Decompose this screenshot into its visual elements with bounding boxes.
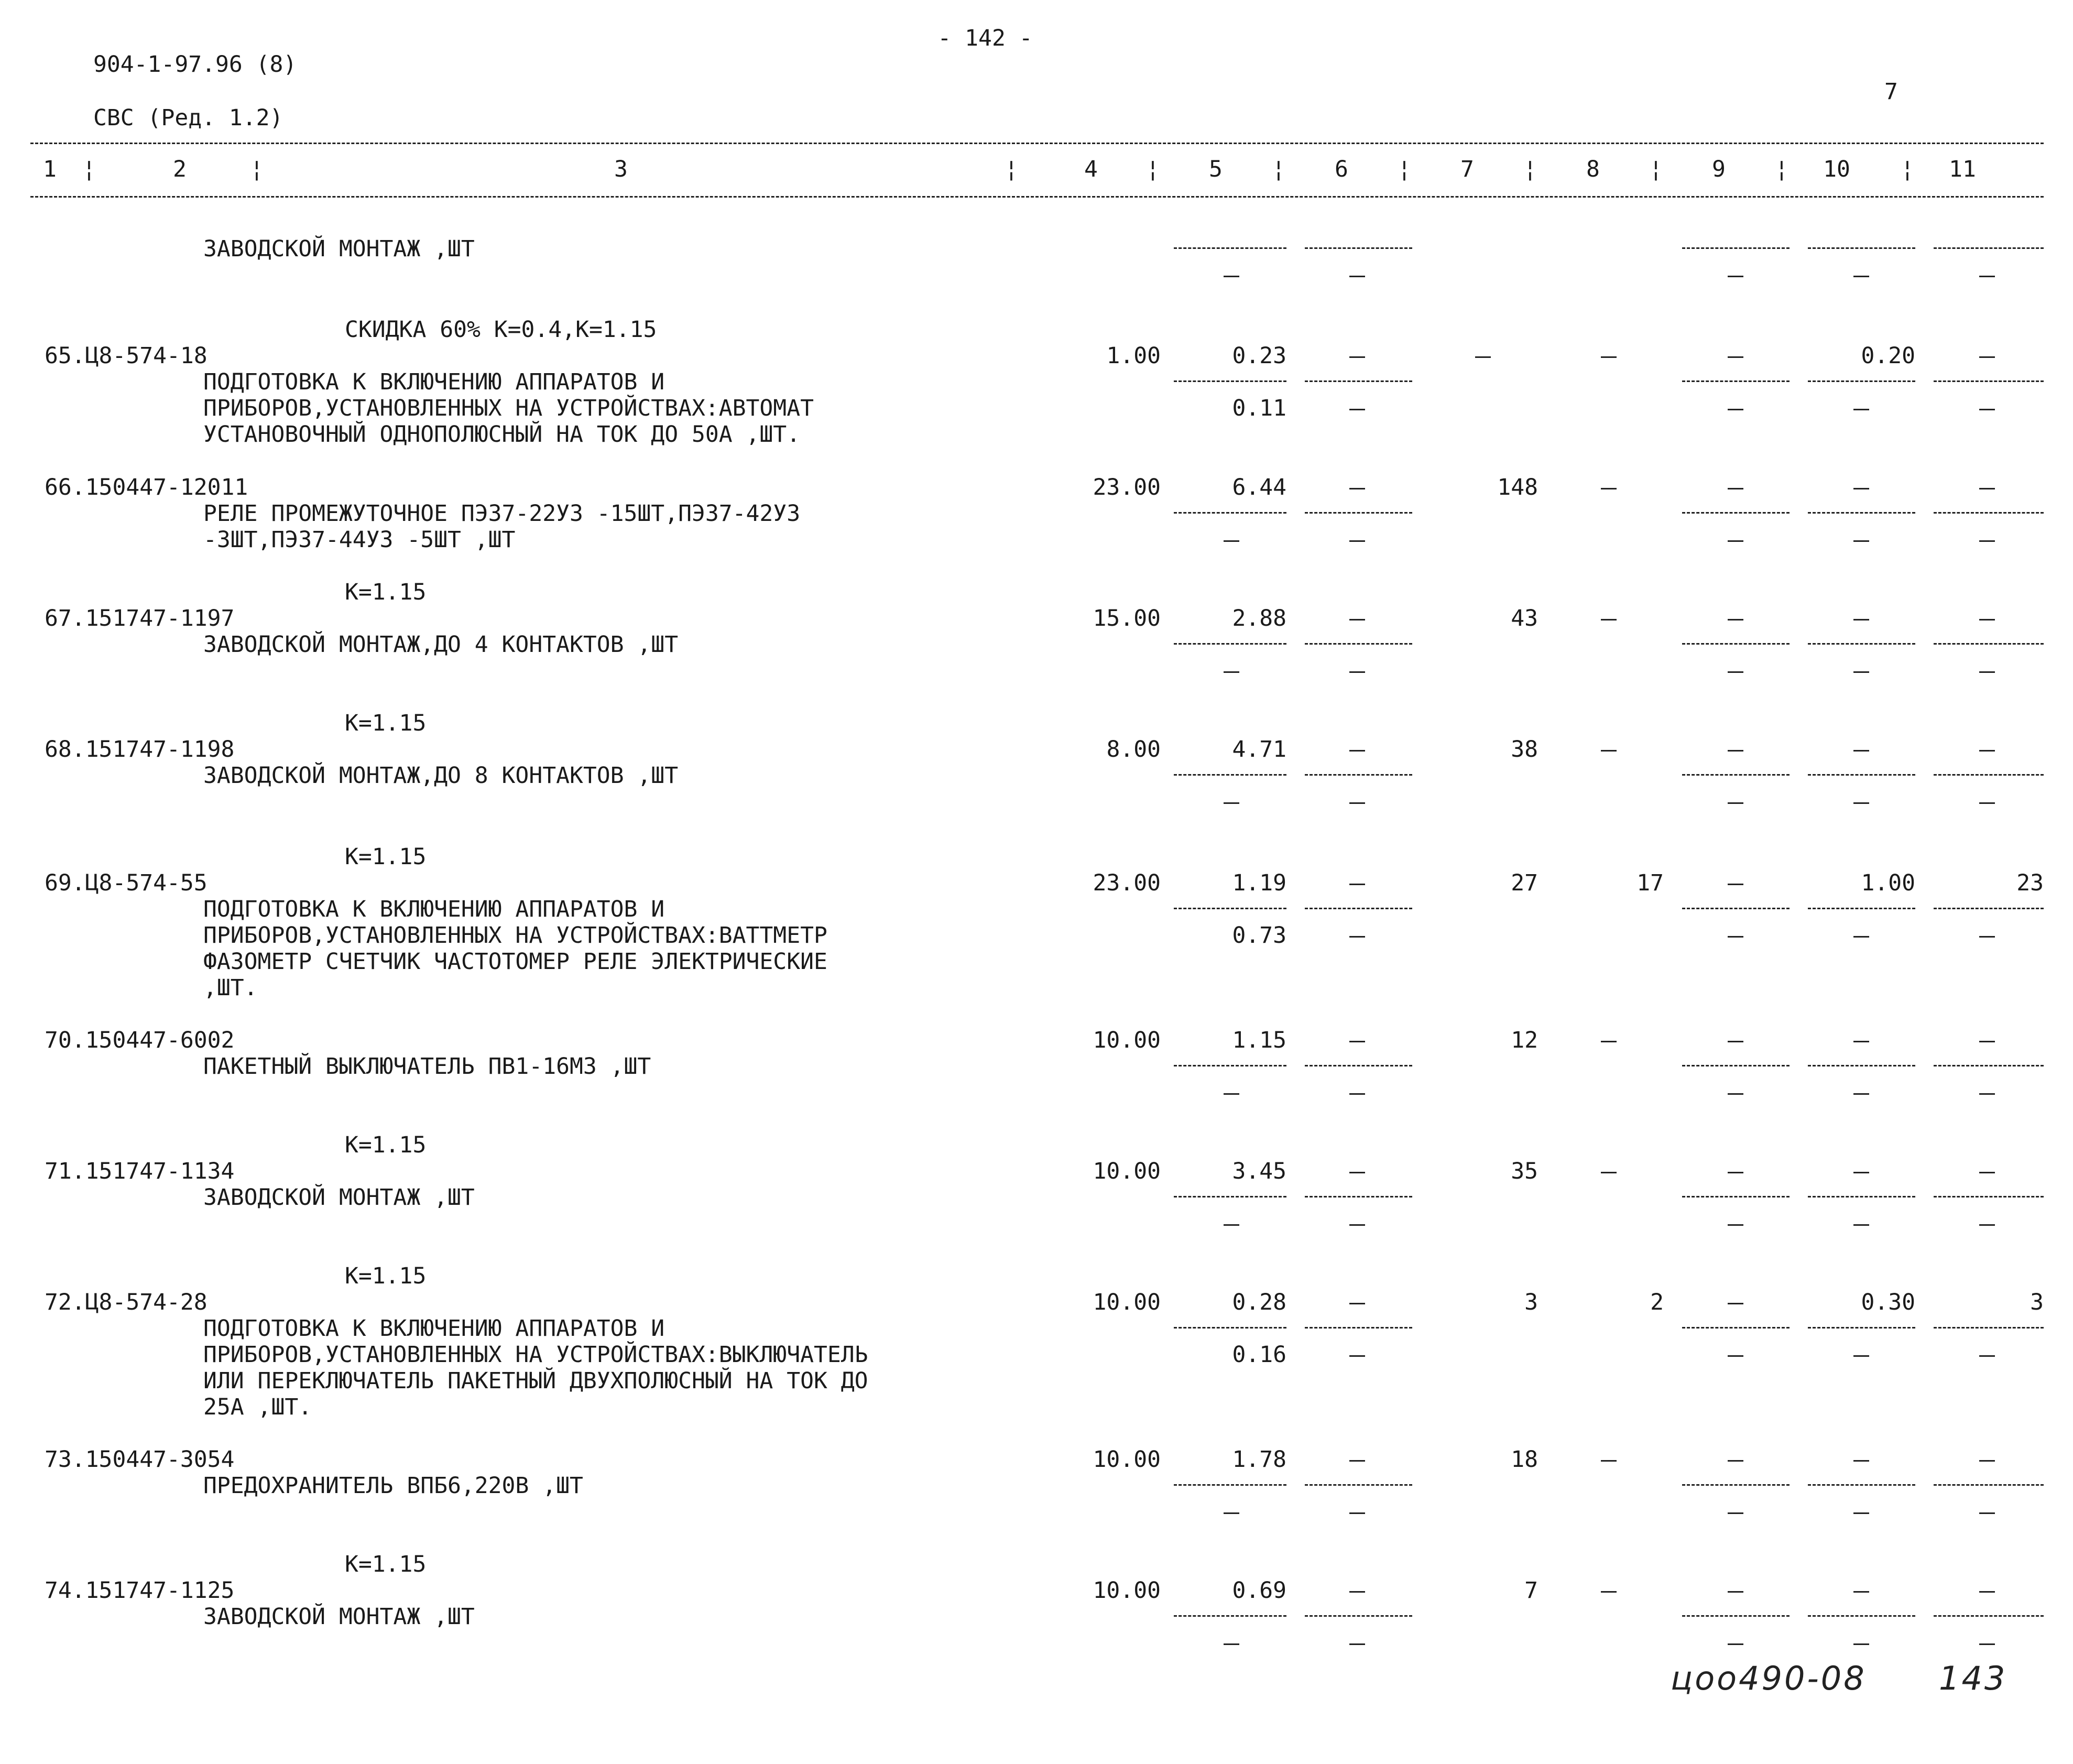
- entry-68-coefficient: K=1.15: [345, 710, 427, 736]
- entry-71-rule-c11: [1934, 1196, 2044, 1197]
- entry-66-desc: РЕЛЕ ПРОМЕЖУТОЧНОЕ ПЭ37-22У3 -15ШТ,ПЭ37-42У3: [203, 500, 801, 527]
- entry-65-coefficient: СКИДКА 60% K=0.4,K=1.15: [345, 317, 657, 343]
- handwritten-code: цоо490-08: [1671, 1659, 1867, 1697]
- entry-73-c11: [1979, 1446, 1995, 1473]
- entry-65-c9: [1728, 343, 1743, 369]
- entry-73-c10: [1853, 1446, 1869, 1473]
- entry-70-c11: [1979, 1080, 1995, 1106]
- entry-66-c7: 148: [1497, 474, 1538, 500]
- entry-71-c10: [1853, 1211, 1869, 1237]
- entry-69-desc: ПРИБОРОВ,УСТАНОВЛЕННЫХ НА УСТРОЙСТВАХ:ВАТТМЕТР: [203, 922, 827, 949]
- entry-68-c9: [1728, 736, 1743, 763]
- entry-65-c6: [1349, 343, 1365, 369]
- entry-68-rule-c9: [1682, 774, 1790, 776]
- entry-68-rule-c5: [1174, 774, 1286, 776]
- entry-69-c10: [1853, 922, 1869, 949]
- entry-72-c9: [1728, 1289, 1743, 1315]
- entry-67-c8: [1601, 605, 1617, 631]
- entry-65-rule-c5: [1174, 380, 1286, 382]
- continuation-rule-c5: [1174, 247, 1286, 249]
- entry-65-rule-c11: [1934, 380, 2044, 382]
- column-separator: ¦: [1649, 156, 1663, 182]
- entry-67-rule-c5: [1174, 643, 1286, 645]
- entry-66-rule-c5: [1174, 512, 1286, 514]
- document-code: 904-1-97.96 (8): [93, 51, 297, 78]
- entry-68-code: 68.151747-1198: [45, 736, 235, 763]
- column-number-7: 7: [1460, 156, 1474, 182]
- entry-74-code: 74.151747-1125: [45, 1577, 235, 1604]
- entry-65-c8: [1601, 343, 1617, 369]
- entry-69-rule-c9: [1682, 908, 1790, 909]
- entry-67-c6: [1349, 605, 1365, 631]
- entry-74-c11: [1979, 1630, 1995, 1656]
- column-separator: ¦: [1775, 156, 1788, 182]
- entry-69-rule-c11: [1934, 908, 2044, 909]
- column-separator: ¦: [1005, 156, 1018, 182]
- column-separator: ¦: [1272, 156, 1285, 182]
- entry-70-c6: [1349, 1027, 1365, 1053]
- entry-69-desc: ПОДГОТОВКА К ВКЛЮЧЕНИЮ АППАРАТОВ И: [203, 896, 665, 922]
- entry-66-rule-c10: [1808, 512, 1915, 514]
- entry-67-c7: 43: [1511, 605, 1538, 631]
- entry-72-c8: 2: [1650, 1289, 1664, 1315]
- entry-66-c8: [1601, 474, 1617, 500]
- entry-69-c11: [1979, 922, 1995, 949]
- continuation-rule-c11: [1934, 247, 2044, 249]
- entry-68-rule-c6: [1305, 774, 1412, 776]
- handwritten-page: 143: [1939, 1659, 2007, 1697]
- sheet-number: 7: [1884, 79, 1898, 105]
- entry-71-c6: [1349, 1211, 1365, 1237]
- entry-65-c6: [1349, 395, 1365, 421]
- column-number-1: 1: [43, 156, 57, 182]
- entry-65-rule-c6: [1305, 380, 1412, 382]
- entry-69-c7: 27: [1511, 870, 1538, 896]
- entry-67-code: 67.151747-1197: [45, 605, 235, 631]
- entry-71-rule-c10: [1808, 1196, 1915, 1197]
- entry-65-desc: УСТАНОВОЧНЫЙ ОДНОПОЛЮСНЫЙ НА ТОК ДО 50А ,ШТ.: [203, 421, 801, 448]
- entry-73-rule-c11: [1934, 1484, 2044, 1486]
- entry-68-c9: [1728, 789, 1743, 815]
- continuation-rule-c9: [1682, 247, 1790, 249]
- column-number-4: 4: [1084, 156, 1098, 182]
- entry-69-rule-c10: [1808, 908, 1915, 909]
- entry-65-c10: 0.20: [1861, 343, 1915, 369]
- entry-66-rule-c6: [1305, 512, 1412, 514]
- entry-70-c8: [1601, 1027, 1617, 1053]
- entry-73-c6: [1349, 1446, 1365, 1473]
- entry-68-c10: [1853, 789, 1869, 815]
- entry-71-c11: [1979, 1158, 1995, 1184]
- entry-67-rule-c9: [1682, 643, 1790, 645]
- entry-71-c9: [1728, 1158, 1743, 1184]
- entry-68-desc: ЗАВОДСКОЙ МОНТАЖ,ДО 8 КОНТАКТОВ ,ШТ: [203, 763, 679, 789]
- continuation-c10: [1853, 262, 1869, 288]
- entry-65-c10: [1853, 395, 1869, 421]
- entry-70-c9: [1728, 1027, 1743, 1053]
- entry-65-c7: [1475, 343, 1491, 369]
- entry-72-c5: 0.16: [1232, 1342, 1286, 1368]
- entry-68-c7: 38: [1511, 736, 1538, 763]
- entry-73-rule-c6: [1305, 1484, 1412, 1486]
- entry-70-rule-c6: [1305, 1065, 1412, 1066]
- entry-65-rule-c10: [1808, 380, 1915, 382]
- entry-67-rule-c10: [1808, 643, 1915, 645]
- entry-74-c4: 10.00: [1093, 1577, 1161, 1604]
- entry-74-coefficient: K=1.15: [345, 1551, 427, 1577]
- column-number-9: 9: [1712, 156, 1726, 182]
- entry-66-c4: 23.00: [1093, 474, 1161, 500]
- entry-67-rule-c11: [1934, 643, 2044, 645]
- entry-65-code: 65.Ц8-574-18: [45, 343, 208, 369]
- entry-71-desc: ЗАВОДСКОЙ МОНТАЖ ,ШТ: [203, 1184, 475, 1211]
- entry-71-code: 71.151747-1134: [45, 1158, 235, 1184]
- entry-67-c5: [1224, 658, 1239, 684]
- column-number-3: 3: [614, 156, 628, 182]
- entry-74-c5: 0.69: [1232, 1577, 1286, 1604]
- entry-69-desc: ФАЗОМЕТР СЧЕТЧИК ЧАСТОТОМЕР РЕЛЕ ЭЛЕКТРИЧЕСКИЕ: [203, 949, 827, 975]
- entry-73-c9: [1728, 1446, 1743, 1473]
- entry-73-code: 73.150447-3054: [45, 1446, 235, 1473]
- entry-70-desc: ПАКЕТНЫЙ ВЫКЛЮЧАТЕЛЬ ПВ1-16М3 ,ШТ: [203, 1053, 651, 1080]
- entry-72-c6: [1349, 1342, 1365, 1368]
- entry-74-c6: [1349, 1577, 1365, 1604]
- entry-71-coefficient: K=1.15: [345, 1132, 427, 1158]
- continuation-c9: [1728, 262, 1743, 288]
- entry-68-c10: [1853, 736, 1869, 763]
- entry-72-c9: [1728, 1342, 1743, 1368]
- continuation-rule-c6: [1305, 247, 1412, 249]
- column-separator: ¦: [250, 156, 264, 182]
- entry-66-c10: [1853, 474, 1869, 500]
- entry-65-c5: 0.11: [1232, 395, 1286, 421]
- entry-72-c11: [1979, 1342, 1995, 1368]
- entry-67-rule-c6: [1305, 643, 1412, 645]
- entry-67-c5: 2.88: [1232, 605, 1286, 631]
- entry-67-c9: [1728, 605, 1743, 631]
- entry-74-rule-c9: [1682, 1615, 1790, 1617]
- entry-65-c11: [1979, 395, 1995, 421]
- entry-67-c10: [1853, 658, 1869, 684]
- entry-73-c5: 1.78: [1232, 1446, 1286, 1473]
- entry-66-c10: [1853, 527, 1869, 553]
- column-separator: ¦: [1398, 156, 1411, 182]
- entry-66-rule-c11: [1934, 512, 2044, 514]
- entry-69-rule-c6: [1305, 908, 1412, 909]
- continuation-rule-c10: [1808, 247, 1915, 249]
- entry-74-c10: [1853, 1630, 1869, 1656]
- entry-72-desc: ПОДГОТОВКА К ВКЛЮЧЕНИЮ АППАРАТОВ И: [203, 1315, 665, 1342]
- entry-68-c6: [1349, 789, 1365, 815]
- entry-66-c6: [1349, 527, 1365, 553]
- entry-67-c10: [1853, 605, 1869, 631]
- column-number-2: 2: [173, 156, 187, 182]
- entry-74-c6: [1349, 1630, 1365, 1656]
- entry-72-coefficient: K=1.15: [345, 1263, 427, 1289]
- entry-73-rule-c5: [1174, 1484, 1286, 1486]
- entry-73-c6: [1349, 1499, 1365, 1525]
- entry-70-c7: 12: [1511, 1027, 1538, 1053]
- entry-74-rule-c5: [1174, 1615, 1286, 1617]
- entry-71-rule-c6: [1305, 1196, 1412, 1197]
- entry-70-c11: [1979, 1027, 1995, 1053]
- entry-72-rule-c5: [1174, 1327, 1286, 1329]
- entry-65-c5: 0.23: [1232, 343, 1286, 369]
- entry-69-rule-c5: [1174, 908, 1286, 909]
- entry-68-c8: [1601, 736, 1617, 763]
- entry-71-c11: [1979, 1211, 1995, 1237]
- entry-70-c4: 10.00: [1093, 1027, 1161, 1053]
- entry-72-desc: ИЛИ ПЕРЕКЛЮЧАТЕЛЬ ПАКЕТНЫЙ ДВУХПОЛЮСНЫЙ НА ТОК ДО: [203, 1368, 868, 1394]
- entry-71-c10: [1853, 1158, 1869, 1184]
- entry-72-c10: 0.30: [1861, 1289, 1915, 1315]
- entry-74-c5: [1224, 1630, 1239, 1656]
- entry-67-c9: [1728, 658, 1743, 684]
- entry-71-c6: [1349, 1158, 1365, 1184]
- column-number-11: 11: [1949, 156, 1976, 182]
- entry-73-c7: 18: [1511, 1446, 1538, 1473]
- entry-71-c8: [1601, 1158, 1617, 1184]
- entry-66-c5: 6.44: [1232, 474, 1286, 500]
- entry-70-c6: [1349, 1080, 1365, 1106]
- entry-66-c5: [1224, 527, 1239, 553]
- entry-67-desc: ЗАВОДСКОЙ МОНТАЖ,ДО 4 КОНТАКТОВ ,ШТ: [203, 631, 679, 658]
- entry-73-c10: [1853, 1499, 1869, 1525]
- entry-72-code: 72.Ц8-574-28: [45, 1289, 208, 1315]
- entry-65-c11: [1979, 343, 1995, 369]
- entry-71-c5: 3.45: [1232, 1158, 1286, 1184]
- entry-67-c4: 15.00: [1093, 605, 1161, 631]
- column-separator: ¦: [1523, 156, 1537, 182]
- entry-68-rule-c10: [1808, 774, 1915, 776]
- entry-66-c11: [1979, 527, 1995, 553]
- entry-69-c8: 17: [1636, 870, 1664, 896]
- entry-66-rule-c9: [1682, 512, 1790, 514]
- entry-71-c5: [1224, 1211, 1239, 1237]
- entry-73-c11: [1979, 1499, 1995, 1525]
- entry-68-c11: [1979, 789, 1995, 815]
- entry-69-c10: 1.00: [1861, 870, 1915, 896]
- entry-65-c9: [1728, 395, 1743, 421]
- entry-72-c7: 3: [1524, 1289, 1538, 1315]
- entry-66-desc: -3ШТ,ПЭ37-44У3 -5ШТ ,ШТ: [203, 527, 516, 553]
- entry-71-c4: 10.00: [1093, 1158, 1161, 1184]
- continuation-desc: ЗАВОДСКОЙ МОНТАЖ ,ШТ: [203, 236, 475, 262]
- entry-72-c10: [1853, 1342, 1869, 1368]
- column-number-8: 8: [1586, 156, 1600, 182]
- entry-70-rule-c10: [1808, 1065, 1915, 1066]
- entry-71-rule-c9: [1682, 1196, 1790, 1197]
- entry-73-c5: [1224, 1499, 1239, 1525]
- entry-70-c5: [1224, 1080, 1239, 1106]
- entry-74-c8: [1601, 1577, 1617, 1604]
- entry-72-rule-c6: [1305, 1327, 1412, 1329]
- entry-68-c4: 8.00: [1106, 736, 1161, 763]
- entry-73-rule-c10: [1808, 1484, 1915, 1486]
- entry-70-rule-c11: [1934, 1065, 2044, 1066]
- entry-74-c10: [1853, 1577, 1869, 1604]
- entry-66-c6: [1349, 474, 1365, 500]
- entry-72-rule-c10: [1808, 1327, 1915, 1329]
- entry-65-c4: 1.00: [1106, 343, 1161, 369]
- entry-74-rule-c6: [1305, 1615, 1412, 1617]
- entry-70-code: 70.150447-6002: [45, 1027, 235, 1053]
- entry-67-c11: [1979, 605, 1995, 631]
- entry-68-c5: 4.71: [1232, 736, 1286, 763]
- column-separator: ¦: [1901, 156, 1914, 182]
- entry-67-c11: [1979, 658, 1995, 684]
- program-version: CBC (Ред. 1.2): [93, 105, 283, 131]
- entry-72-rule-c11: [1934, 1327, 2044, 1329]
- entry-68-c6: [1349, 736, 1365, 763]
- entry-69-desc: ,ШТ.: [203, 975, 258, 1001]
- entry-71-rule-c5: [1174, 1196, 1286, 1197]
- entry-67-c6: [1349, 658, 1365, 684]
- entry-66-c11: [1979, 474, 1995, 500]
- entry-70-rule-c9: [1682, 1065, 1790, 1066]
- page-number: - 142 -: [937, 25, 1033, 51]
- column-separator: ¦: [82, 156, 96, 182]
- entry-71-c7: 35: [1511, 1158, 1538, 1184]
- entry-72-desc: 25А ,ШТ.: [203, 1394, 312, 1420]
- entry-69-c5: 1.19: [1232, 870, 1286, 896]
- entry-73-c8: [1601, 1446, 1617, 1473]
- entry-69-c4: 23.00: [1093, 870, 1161, 896]
- column-separator: ¦: [1146, 156, 1160, 182]
- entry-73-c9: [1728, 1499, 1743, 1525]
- entry-74-c11: [1979, 1577, 1995, 1604]
- entry-68-c5: [1224, 789, 1239, 815]
- entry-71-c9: [1728, 1211, 1743, 1237]
- entry-67-coefficient: K=1.15: [345, 579, 427, 605]
- entry-70-c9: [1728, 1080, 1743, 1106]
- entry-69-code: 69.Ц8-574-55: [45, 870, 208, 896]
- entry-65-rule-c9: [1682, 380, 1790, 382]
- entry-66-c9: [1728, 474, 1743, 500]
- continuation-c5: [1224, 262, 1239, 288]
- entry-72-rule-c9: [1682, 1327, 1790, 1329]
- entry-69-c5: 0.73: [1232, 922, 1286, 949]
- entry-70-c10: [1853, 1080, 1869, 1106]
- entry-70-c5: 1.15: [1232, 1027, 1286, 1053]
- entry-74-rule-c11: [1934, 1615, 2044, 1617]
- entry-66-c9: [1728, 527, 1743, 553]
- entry-73-desc: ПРЕДОХРАНИТЕЛЬ ВПБ6,220В ,ШТ: [203, 1473, 583, 1499]
- column-number-6: 6: [1335, 156, 1348, 182]
- entry-72-desc: ПРИБОРОВ,УСТАНОВЛЕННЫХ НА УСТРОЙСТВАХ:ВЫКЛЮЧАТЕЛЬ: [203, 1342, 868, 1368]
- entry-69-c6: [1349, 870, 1365, 896]
- entry-66-code: 66.150447-12011: [45, 474, 248, 500]
- entry-73-c4: 10.00: [1093, 1446, 1161, 1473]
- entry-69-coefficient: K=1.15: [345, 844, 427, 870]
- entry-68-c11: [1979, 736, 1995, 763]
- entry-65-desc: ПОДГОТОВКА К ВКЛЮЧЕНИЮ АППАРАТОВ И: [203, 369, 665, 395]
- entry-73-rule-c9: [1682, 1484, 1790, 1486]
- entry-74-c9: [1728, 1577, 1743, 1604]
- entry-74-c7: 7: [1524, 1577, 1538, 1604]
- continuation-c6: [1349, 262, 1365, 288]
- column-number-10: 10: [1823, 156, 1850, 182]
- entry-72-c5: 0.28: [1232, 1289, 1286, 1315]
- entry-68-rule-c11: [1934, 774, 2044, 776]
- entry-69-c9: [1728, 870, 1743, 896]
- entry-70-c10: [1853, 1027, 1869, 1053]
- entry-70-rule-c5: [1174, 1065, 1286, 1066]
- column-number-5: 5: [1209, 156, 1223, 182]
- entry-69-c11: 23: [2016, 870, 2044, 896]
- continuation-c11: [1979, 262, 1995, 288]
- entry-74-c9: [1728, 1630, 1743, 1656]
- entry-65-desc: ПРИБОРОВ,УСТАНОВЛЕННЫХ НА УСТРОЙСТВАХ:АВТОМАТ: [203, 395, 814, 421]
- entry-69-c6: [1349, 922, 1365, 949]
- entry-69-c9: [1728, 922, 1743, 949]
- entry-72-c4: 10.00: [1093, 1289, 1161, 1315]
- entry-72-c11: 3: [2030, 1289, 2044, 1315]
- entry-74-desc: ЗАВОДСКОЙ МОНТАЖ ,ШТ: [203, 1604, 475, 1630]
- entry-74-rule-c10: [1808, 1615, 1915, 1617]
- entry-72-c6: [1349, 1289, 1365, 1315]
